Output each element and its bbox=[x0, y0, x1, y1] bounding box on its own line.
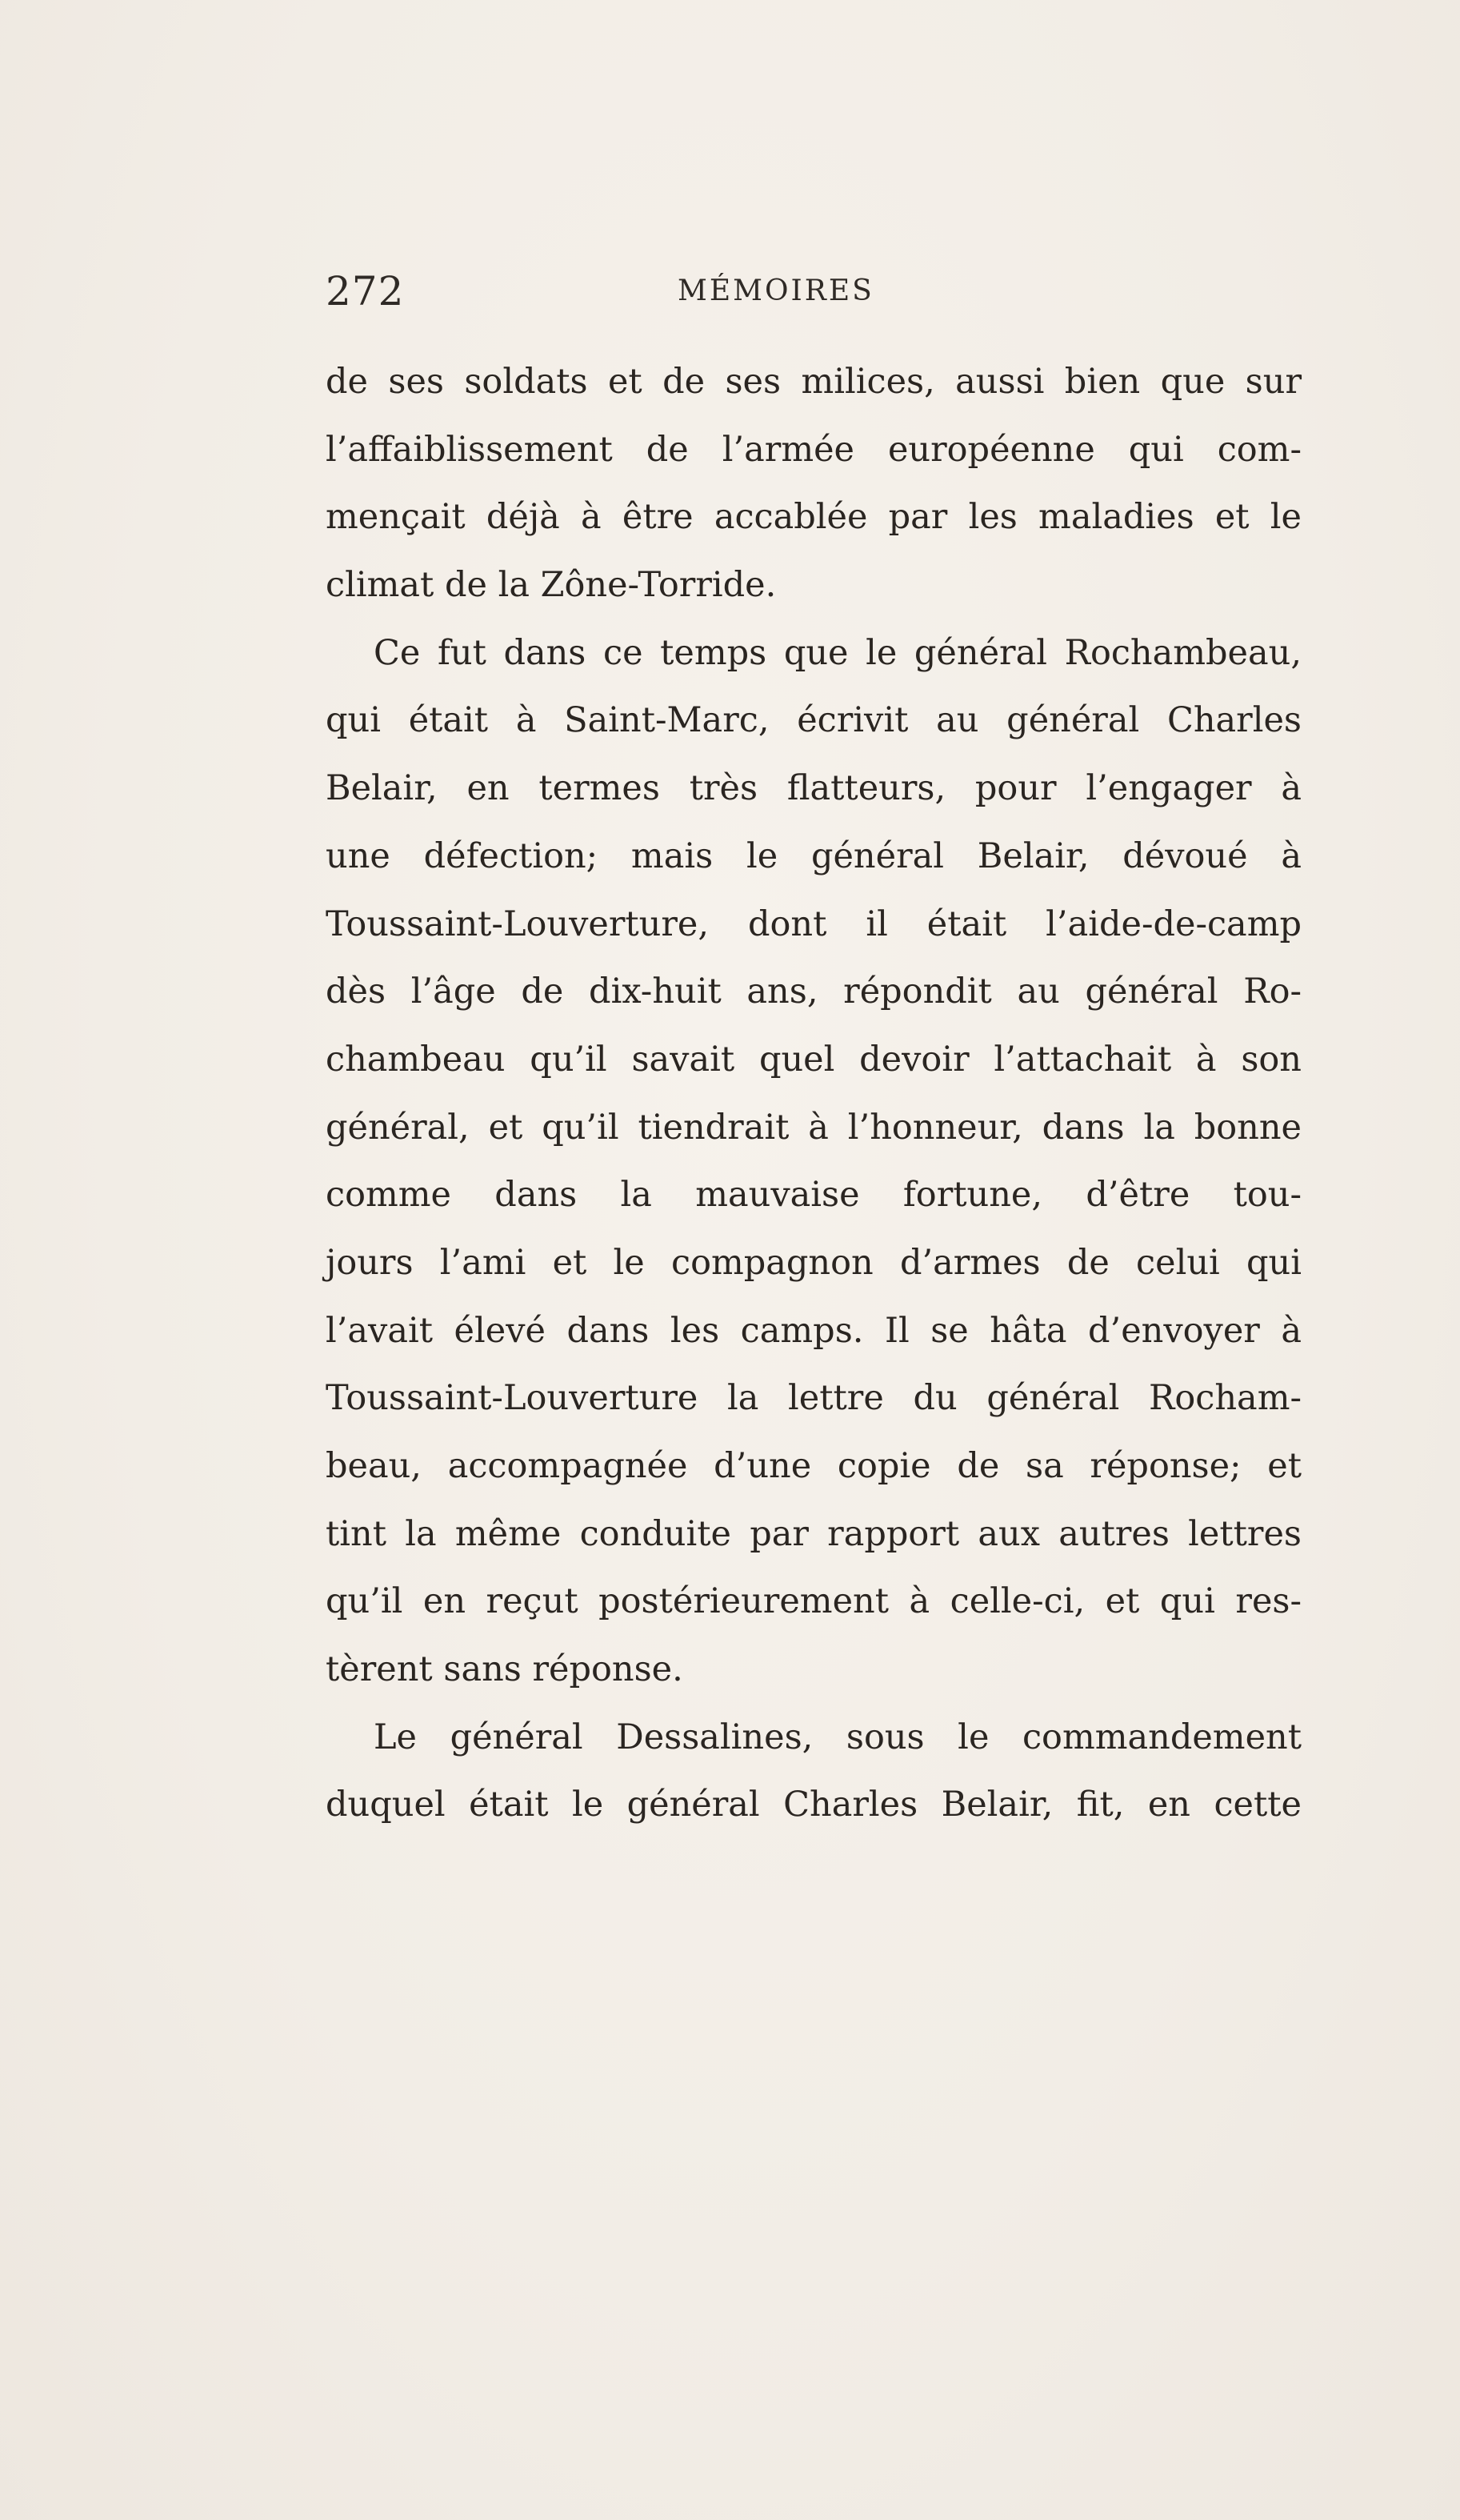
page-header bbox=[326, 268, 1126, 316]
text-line: qui était à Saint-Marc, écrivit au général Charles bbox=[326, 700, 1302, 741]
text-line: l’affaiblissement de l’armée européenne qui com- bbox=[326, 429, 1302, 470]
paragraph-start-line: Le général Dessalines, sous le commandement bbox=[374, 1717, 1302, 1757]
text-line: chambeau qu’il savait quel devoir l’attachait à son bbox=[326, 1039, 1302, 1080]
text-line: beau, accompagnée d’une copie de sa réponse; et bbox=[326, 1446, 1302, 1486]
text-line: dès l’âge de dix-huit ans, répondit au général Ro- bbox=[326, 972, 1302, 1012]
text-line: une défection; mais le général Belair, dévoué à bbox=[326, 835, 1302, 876]
text-line: climat de la Zône-Torride. bbox=[326, 565, 777, 606]
text-line: tèrent sans réponse. bbox=[326, 1649, 683, 1690]
text-line: Toussaint-Louverture, dont il était l’aide-de-camp bbox=[326, 903, 1302, 944]
text-line: général, et qu’il tiendrait à l’honneur, dans la bonne bbox=[326, 1107, 1302, 1148]
text-line: duquel était le général Charles Belair, fit, en cette bbox=[326, 1785, 1302, 1825]
text-line: de ses soldats et de ses milices, aussi bien que sur bbox=[326, 362, 1302, 402]
page-number: 272 bbox=[326, 268, 405, 314]
text-line: tint la même conduite par rapport aux autres lettres bbox=[326, 1513, 1302, 1554]
text-line: mençait déjà à être accablée par les maladies et le bbox=[326, 497, 1302, 538]
running-title: MÉMOIRES bbox=[678, 274, 874, 307]
text-line: jours l’ami et le compagnon d’armes de celui qui bbox=[326, 1242, 1302, 1283]
text-line: Belair, en termes très flatteurs, pour l’engager à bbox=[326, 768, 1302, 809]
text-line: Toussaint-Louverture la lettre du général Rocham- bbox=[326, 1378, 1302, 1419]
text-line: comme dans la mauvaise fortune, d’être tou- bbox=[326, 1175, 1302, 1216]
text-line: l’avait élevé dans les camps. Il se hâta d’envoyer à bbox=[326, 1310, 1302, 1351]
body-text bbox=[326, 348, 1302, 1839]
text-line: qu’il en reçut postérieurement à celle-ci, et qui res- bbox=[326, 1581, 1302, 1622]
paragraph-start-line: Ce fut dans ce temps que le général Rochambeau, bbox=[374, 632, 1302, 673]
